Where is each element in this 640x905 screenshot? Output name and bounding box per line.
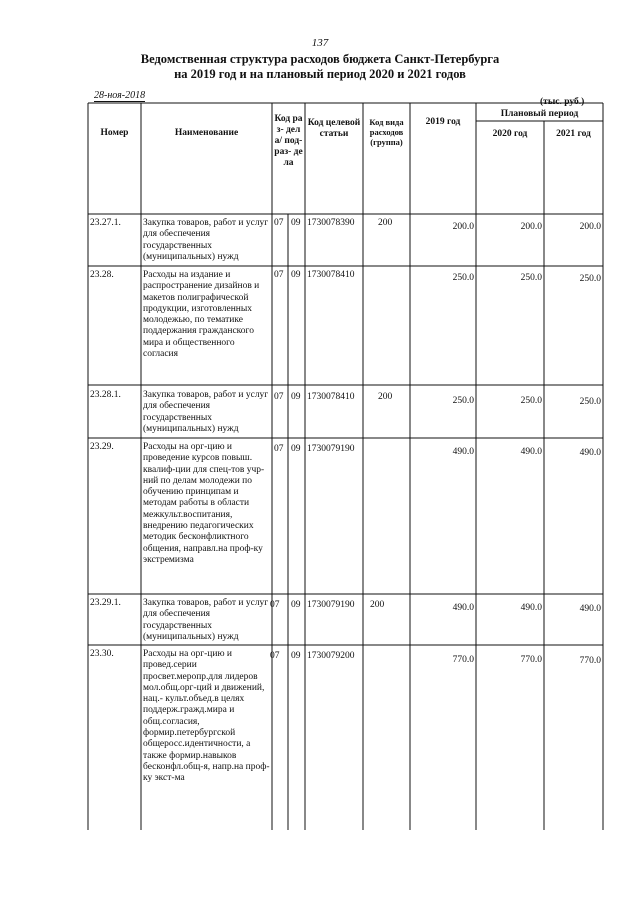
row-2019: 200.0 <box>452 222 474 232</box>
row-podrazdel: 09 <box>291 651 301 661</box>
row-number: 23.28.1. <box>90 390 121 400</box>
row-podrazdel: 09 <box>291 600 301 610</box>
row-name: Расходы на орг-цию и проведение курсов повыш. квалиф-ции для спец-тов учр-ний по делам молодежи по обучению принципам и методам работы в области межкульт.воспитания, внедрению педагогических методик бесконфликтного общения, направл.на проф-ку экстремизма <box>143 442 265 565</box>
title-line-2: на 2019 год и на плановый период 2020 и 2021 годов <box>174 67 466 81</box>
row-2020: 490.0 <box>520 447 542 457</box>
header-year-2019: 2019 год <box>425 117 461 127</box>
row-razdel: 07 <box>270 651 280 661</box>
header-expense-type: Код вида расходов (группа) <box>369 117 404 147</box>
row-razdel: 07 <box>274 392 284 402</box>
units-label: (тыс. руб.) <box>540 97 585 107</box>
row-name: Расходы на издание и распространение дизайнов и макетов полиграфической продукции, изготовленных молодежью, по тематике поддержания гражданского мира и общественного согласия <box>143 270 260 360</box>
row-2020: 250.0 <box>520 396 542 406</box>
row-razdel: 07 <box>274 270 284 280</box>
row-target-code: 1730079200 <box>307 651 355 661</box>
row-2019: 490.0 <box>452 447 474 457</box>
row-2019: 250.0 <box>452 273 474 283</box>
row-razdel: 07 <box>274 218 284 228</box>
row-2021: 770.0 <box>579 656 601 666</box>
row-name: Закупка товаров, работ и услуг для обеспечения государственных (муниципальных) нужд <box>143 390 269 434</box>
row-expense-type: 200 <box>378 218 393 228</box>
row-number: 23.30. <box>90 649 114 659</box>
row-2021: 490.0 <box>579 448 601 458</box>
page-number: 137 <box>311 37 329 49</box>
row-2019: 490.0 <box>452 603 474 613</box>
header-name: Наименование <box>174 128 239 138</box>
row-expense-type: 200 <box>370 600 385 610</box>
row-number: 23.28. <box>90 270 114 280</box>
row-target-code: 1730078410 <box>307 270 355 280</box>
row-2021: 200.0 <box>579 222 601 232</box>
row-razdel: 07 <box>274 444 284 454</box>
row-number: 23.27.1. <box>90 218 121 228</box>
row-2019: 250.0 <box>452 396 474 406</box>
header-section-code: Код раз- дела/ под- раз- дела <box>274 114 303 168</box>
row-2019: 770.0 <box>452 655 474 665</box>
header-planned-period: Плановый период <box>500 109 579 119</box>
row-target-code: 1730079190 <box>307 600 355 610</box>
row-podrazdel: 09 <box>291 392 301 402</box>
row-podrazdel: 09 <box>291 218 301 228</box>
row-2021: 250.0 <box>579 274 601 284</box>
header-year-2021: 2021 год <box>556 129 591 139</box>
row-number: 23.29.1. <box>90 598 121 608</box>
row-number: 23.29. <box>90 442 114 452</box>
row-2021: 250.0 <box>579 397 601 407</box>
row-2020: 200.0 <box>520 222 542 232</box>
row-razdel: 07 <box>270 600 280 610</box>
row-name: Закупка товаров, работ и услуг для обеспечения государственных (муниципальных) нужд <box>143 598 269 642</box>
row-target-code: 1730078410 <box>307 392 355 402</box>
row-expense-type: 200 <box>378 392 393 402</box>
document-date: 28-ноя-2018 <box>94 90 146 101</box>
row-podrazdel: 09 <box>291 444 301 454</box>
row-name: Расходы на орг-цию и провед.серии просвет.меропр.для лидеров мол.общ.орг-ций и движений, нац.- культ.объед.в целях поддерж.гражд.мира и общ.согласия, формир.петербургской общеросс.идентичности, а также формир.навыков бесконфл.общ-я, напр.на проф-ку экст-ма <box>143 649 270 784</box>
header-target-code: Код целевой статьи <box>307 118 361 139</box>
row-2021: 490.0 <box>579 604 601 614</box>
row-podrazdel: 09 <box>291 270 301 280</box>
row-2020: 250.0 <box>520 273 542 283</box>
row-target-code: 1730078390 <box>307 218 355 228</box>
row-target-code: 1730079190 <box>307 444 355 454</box>
title-line-1: Ведомственная структура расходов бюджета Санкт-Петербурга <box>140 52 500 66</box>
row-name: Закупка товаров, работ и услуг для обеспечения государственных (муниципальных) нужд <box>143 218 269 262</box>
row-2020: 770.0 <box>520 655 542 665</box>
header-number: Номер <box>100 128 129 138</box>
header-year-2020: 2020 год <box>492 129 528 139</box>
row-2020: 490.0 <box>520 603 542 613</box>
